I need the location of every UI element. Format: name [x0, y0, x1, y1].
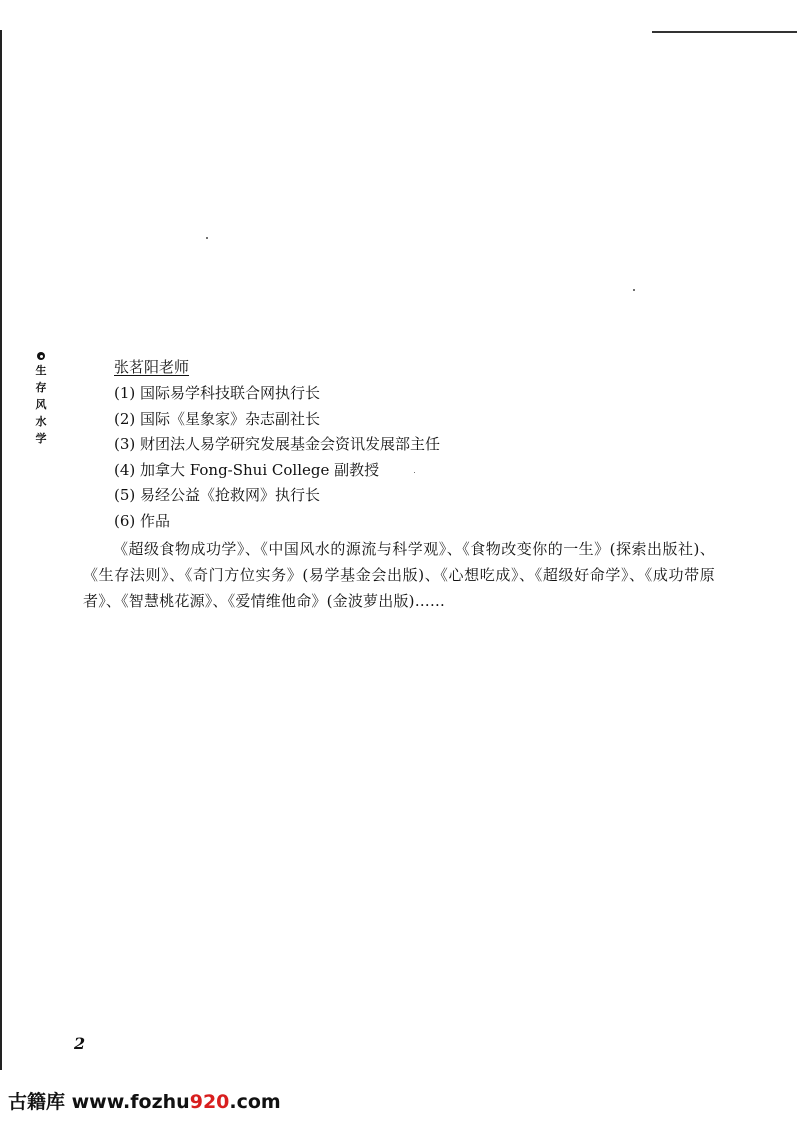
side-section-title [34, 352, 48, 448]
side-title-char: 水 [35, 415, 47, 428]
bullet-icon [37, 352, 45, 360]
header-rule [652, 31, 797, 33]
profile-name: 张茗阳老师 [114, 358, 190, 376]
profile-item: (6) 作品 [114, 511, 171, 530]
profile-item: (1) 国际易学科技联合网执行长 [114, 384, 321, 402]
side-title-char: 风 [35, 398, 47, 411]
profile-item: (4) 加拿大 Fong-Shui College 副教授 [114, 460, 380, 479]
watermark-prefix: 古籍库 www.fozhu [8, 1091, 190, 1113]
site-watermark [8, 1087, 281, 1114]
profile-item: (5) 易经公益《抢救网》执行长 [114, 486, 321, 504]
profile-item: (3) 财团法人易学研究发展基金会资讯发展部主任 [114, 435, 441, 453]
watermark-suffix: .com [229, 1091, 281, 1113]
scan-speck [633, 289, 635, 291]
works-paragraph: 《超级食物成功学》、《中国风水的源流与科学观》、《食物改变你的一生》(探索出版社)、《生存法则》、《奇门方位实务》(易学基金会出版)、《心想吃成》、《超级好命学》、《成功带原者》、《智慧桃花源》、《爱情维他命》(金波萝出版)…… [83, 540, 715, 610]
side-title-char: 学 [35, 432, 47, 445]
profile-section [83, 355, 715, 614]
page-number: 2 [74, 1034, 86, 1053]
side-title-char: 生 [35, 364, 47, 377]
watermark-number: 920 [189, 1091, 230, 1113]
side-title-char: 存 [35, 381, 47, 394]
scan-speck [206, 237, 208, 239]
page-left-border [0, 30, 2, 1070]
profile-item: (2) 国际《星象家》杂志副社长 [114, 409, 321, 428]
